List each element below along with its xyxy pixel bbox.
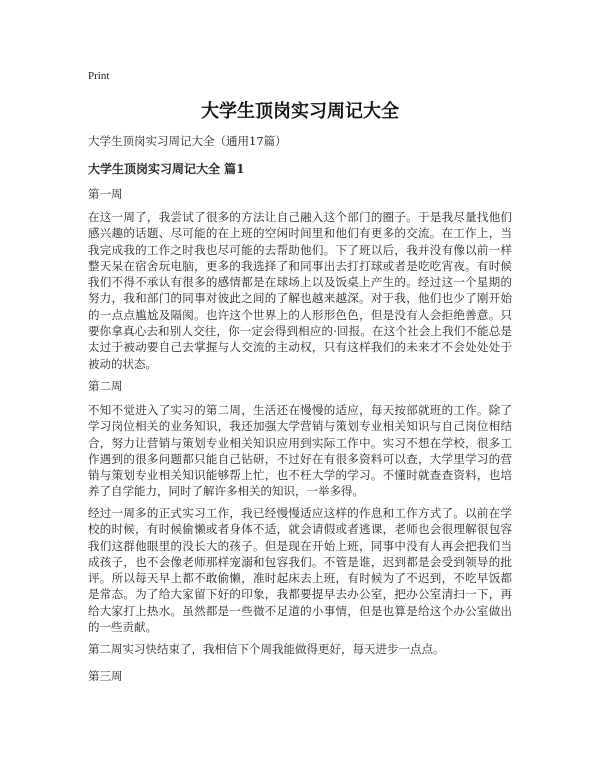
week-label-2: 第二周 <box>88 379 123 393</box>
document-title: 大学生顶岗实习周记大全 <box>201 101 399 122</box>
paragraph-week1: 在这一周了，我尝试了很多的方法让自己融入这个部门的圈子。于是我尽量找他们感兴趣的话题、尽可能的在上班的空闲时间里和他们有更多的交流。在工作上，当我完成我的工作之时我也尽可能的去帮助他们。下了班以后，我并没有像以前一样整天呆在宿舍玩电脑，更多的我选择了和同事出去打打球或者是吃吃宵夜。有时候我们不得不承认有很多的感情都是在球场上以及饭桌上产生的。经过这一个星期的努力，我和部门的同事对彼此之间的了解也越来越深。对于我，他们也少了刚开始的一点点尴尬及隔阂。也许这个世界上的人形形色色，但是没有人会拒绝善意。只要你拿真心去和别人交往，你一定会得到相应的·回报。在这个社会上我们不能总是太过于被动要自己去掌握与人交流的主动权，只有这样我们的未来才不会处处处于被动的状态。 <box>88 210 512 371</box>
week-label-1: 第一周 <box>88 187 123 201</box>
document-subtitle: 大学生顶岗实习周记大全（通用17篇） <box>88 134 287 148</box>
paragraph-week2-b: 经过一周多的正式实习工作，我已经慢慢适应这样的作息和工作方式了。以前在学校的时候，有时候偷懒或者身体不适，就会请假或者逃课，老师也会很理解很包容我们这群他眼里的没长大的孩子。但是现在开始上班，同事中没有人再会把我们当成孩子，也不会像老师那样宠溺和包容我们。不管是谁，迟到都是会受到领导的批评。所以每天早上都不敢偷懒，准时起床去上班，有时候为了不迟到，不吃早饭都是常态。为了给大家留下好的印象，我都要提早去办公室，把办公室清扫一下，再给大家打上热水。虽然都是一些微不足道的小事情，但是也算是给这个办公室做出的一些贡献。 <box>88 506 512 635</box>
paragraph-week2-a: 不知不觉进入了实习的第二周，生活还在慢慢的适应，每天按部就班的工作。除了学习岗位相关的业务知识，我还加强大学营销与策划专业相关知识与自己岗位相结合，努力让营销与策划专业相关知识应用到实际工作中。实习不想在学校，很多工作遇到的很多问题都只能自己钻研，不过好在有很多资料可以查，大学里学习的营销与策划专业相关知识能够帮上忙，也不枉大学的学习。不懂时就查查资料，也培养了自学能力，同时了解许多相关的知识，一举多得。 <box>88 403 512 499</box>
section-heading: 大学生顶岗实习周记大全 篇1 <box>88 162 245 176</box>
print-link[interactable]: Print <box>88 70 110 82</box>
paragraph-week2-c: 第二周实习快结束了，我相信下个周我能做得更好，每天进步一点点。 <box>88 642 445 656</box>
week-label-3: 第三周 <box>88 669 123 683</box>
